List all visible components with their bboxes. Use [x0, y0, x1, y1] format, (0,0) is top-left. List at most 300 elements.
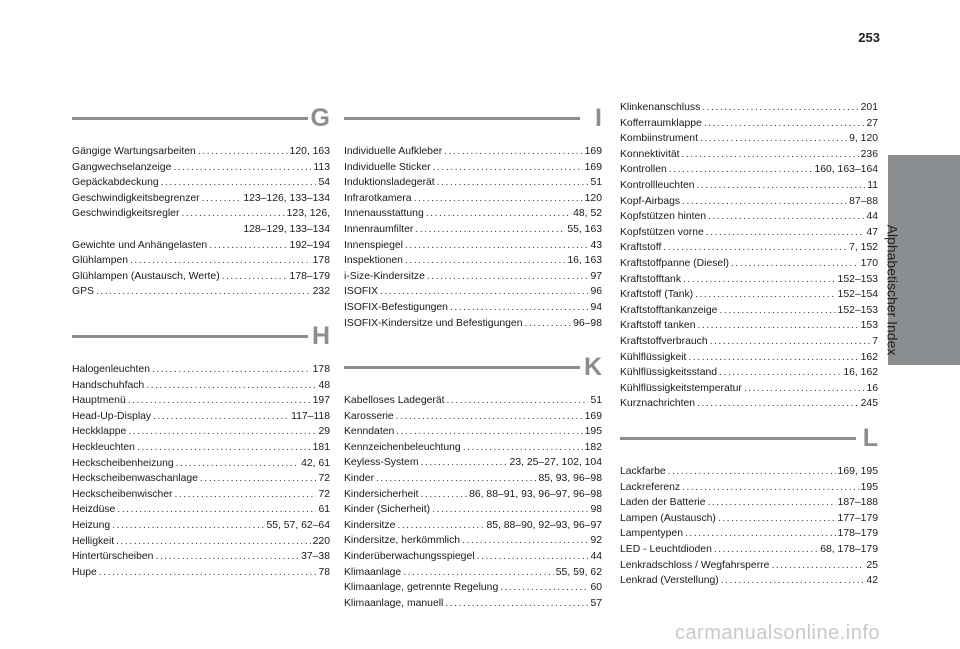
- leader-dots: [702, 100, 858, 116]
- leader-dots: [682, 480, 859, 496]
- section-letter: H: [311, 322, 330, 350]
- index-entry: [72, 549, 330, 565]
- leader-dots: [682, 147, 859, 163]
- entry-term: Laden der Batterie: [620, 497, 706, 509]
- entry-pages: 27: [866, 117, 878, 129]
- entry-term: Inspektionen: [344, 255, 403, 267]
- leader-dots: [663, 240, 847, 256]
- section-header: [72, 322, 330, 362]
- entry-term: Gängige Wartungsarbeiten: [72, 146, 196, 157]
- section-header: [620, 424, 878, 464]
- entry-pages: 178: [312, 364, 330, 375]
- index-entry: [620, 162, 878, 178]
- entry-term: Klimaanlage, getrennte Regelung: [344, 582, 499, 594]
- chapter-side-label: Alphabetischer Index: [884, 224, 901, 356]
- leader-dots: [685, 526, 836, 542]
- entry-pages: 23, 25–27, 102, 104: [509, 457, 602, 469]
- entry-pages: 177–179: [837, 512, 878, 524]
- entry-term: Infrarotkamera: [344, 192, 412, 204]
- leader-dots: [117, 502, 316, 518]
- entry-pages: 60: [590, 582, 602, 594]
- entry-pages: 51: [590, 177, 602, 189]
- index-entry: [344, 502, 602, 518]
- entry-pages: 123, 126,: [286, 208, 330, 220]
- entry-pages: 120, 163: [289, 146, 330, 157]
- index-entry: [72, 206, 330, 222]
- entry-term: Hintertürscheiben: [72, 551, 154, 563]
- entry-term: ISOFIX-Kindersitze und Befestigungen: [344, 317, 523, 329]
- index-section-i: [344, 104, 602, 331]
- leader-dots: [744, 381, 865, 397]
- entry-pages: 47: [866, 226, 878, 238]
- entry-term: Kenndaten: [344, 426, 395, 438]
- index-entry: [344, 565, 602, 581]
- section-rule: [72, 335, 308, 338]
- entry-term: Keyless-System: [344, 457, 419, 469]
- index-entry: [620, 365, 878, 381]
- entry-term: Kühlflüssigkeitsstand: [620, 367, 718, 379]
- entry-pages: 55, 163: [567, 223, 602, 235]
- index-entry: [344, 440, 602, 456]
- index-entry: [620, 350, 878, 366]
- entry-pages: 9, 120: [849, 133, 878, 145]
- entry-term: Konnektivität: [620, 148, 680, 160]
- leader-dots: [376, 471, 536, 487]
- entry-pages: 44: [866, 211, 878, 223]
- index-entry: [72, 471, 330, 487]
- leader-dots: [175, 487, 317, 503]
- index-entry: [620, 272, 878, 288]
- entry-pages: 181: [312, 441, 330, 453]
- entry-pages: 54: [318, 177, 330, 189]
- leader-dots: [173, 160, 311, 176]
- entry-pages: 195: [860, 481, 878, 493]
- section-header: [344, 104, 602, 144]
- index-entry: [620, 194, 878, 210]
- entry-term: Lenkrad (Verstellung): [620, 575, 719, 587]
- leader-dots: [731, 256, 859, 272]
- leader-dots: [222, 269, 288, 285]
- index-entry: [620, 495, 878, 511]
- leader-dots: [415, 222, 565, 238]
- entry-pages: 182: [584, 441, 602, 453]
- entry-term: Geschwindigkeitsbegrenzer: [72, 192, 200, 204]
- leader-dots: [700, 131, 847, 147]
- entry-term: Kraftstoff tanken: [620, 320, 696, 332]
- entry-pages: 97: [590, 270, 602, 282]
- entry-term: ISOFIX-Befestigungen: [344, 301, 448, 313]
- index-entry: [620, 558, 878, 574]
- entry-pages: 169: [584, 146, 602, 157]
- leader-dots: [718, 511, 836, 527]
- entry-pages: 123–126, 133–134: [243, 192, 330, 204]
- leader-dots: [405, 238, 589, 254]
- entry-pages: 187–188: [837, 497, 878, 509]
- leader-dots: [669, 162, 813, 178]
- leader-dots: [414, 191, 583, 207]
- entry-list: [72, 144, 330, 300]
- leader-dots: [682, 194, 847, 210]
- entry-pages: 85, 88–90, 92–93, 96–97: [486, 519, 602, 531]
- entry-term: Heckleuchten: [72, 441, 135, 453]
- entry-pages: 43: [590, 239, 602, 251]
- index-entry: [620, 381, 878, 397]
- leader-dots: [155, 549, 299, 565]
- entry-term: Kraftstofftank: [620, 273, 682, 285]
- entry-term: LED - Leuchtdioden: [620, 543, 712, 555]
- entry-term: Kennzeichenbeleuchtung: [344, 441, 461, 453]
- entry-list: [344, 393, 602, 611]
- entry-term: Klimaanlage: [344, 566, 402, 578]
- section-rule: [72, 117, 308, 120]
- entry-pages: 7: [872, 335, 878, 347]
- entry-term: Kontrollleuchten: [620, 179, 695, 191]
- index-entry: [620, 100, 878, 116]
- index-entry: [72, 409, 330, 425]
- leader-dots: [421, 487, 468, 503]
- entry-pages: 153: [860, 320, 878, 332]
- index-entry: [344, 549, 602, 565]
- index-entry: [344, 316, 602, 332]
- entry-term: Heizdüse: [72, 504, 116, 516]
- index-entry: [620, 131, 878, 147]
- section-letter: L: [862, 424, 878, 452]
- index-entry: [72, 160, 330, 176]
- entry-pages: 169: [584, 410, 602, 422]
- index-entry: [620, 318, 878, 334]
- entry-pages: 16, 163: [567, 255, 602, 267]
- entry-pages: 68, 178–179: [820, 543, 878, 555]
- index-entry: [344, 160, 602, 176]
- index-entry: [72, 502, 330, 518]
- leader-dots: [697, 318, 858, 334]
- index-entry: [620, 303, 878, 319]
- entry-term: Gepäckabdeckung: [72, 177, 159, 189]
- index-entry: [344, 144, 602, 160]
- entry-pages: 44: [590, 550, 602, 562]
- index-column-2: [344, 104, 602, 609]
- entry-pages: 57: [590, 597, 602, 609]
- index-entry: [344, 487, 602, 503]
- leader-dots: [500, 580, 588, 596]
- entry-term: Glühlampen: [72, 255, 129, 267]
- index-entry: [344, 284, 602, 300]
- page-number: 253: [858, 30, 880, 45]
- entry-pages: 86, 88–91, 93, 96–97, 96–98: [469, 488, 602, 500]
- leader-dots: [721, 573, 865, 589]
- leader-dots: [426, 206, 571, 222]
- leader-dots: [128, 393, 311, 409]
- leader-dots: [463, 440, 583, 456]
- footer-watermark: carmanualsonline.info: [674, 622, 880, 644]
- entry-pages: 85, 93, 96–98: [538, 472, 602, 484]
- entry-term: Individuelle Aufkleber: [344, 146, 443, 157]
- entry-pages-continued: 128–129, 133–134: [243, 223, 330, 235]
- entry-term: Heckscheibenwaschanlage: [72, 473, 198, 485]
- index-entry: [620, 116, 878, 132]
- index-entry: [620, 464, 878, 480]
- index-entry: [72, 456, 330, 472]
- index-entry: [344, 409, 602, 425]
- entry-pages: 42, 61: [301, 457, 330, 469]
- entry-pages: 178: [312, 255, 330, 267]
- leader-dots: [477, 549, 589, 565]
- leader-dots: [695, 287, 835, 303]
- index-entry: [344, 424, 602, 440]
- index-entry: [620, 542, 878, 558]
- entry-pages: 16, 162: [843, 367, 878, 379]
- leader-dots: [697, 396, 859, 412]
- index-entry: [620, 511, 878, 527]
- entry-term: Kühlflüssigkeitstemperatur: [620, 382, 742, 394]
- section-rule: [620, 437, 856, 440]
- entry-term: Geschwindigkeitsregler: [72, 208, 180, 220]
- entry-list: [620, 100, 878, 412]
- entry-pages: 61: [318, 504, 330, 516]
- index-entry: [72, 424, 330, 440]
- index-entry: [620, 573, 878, 589]
- index-entry: [620, 287, 878, 303]
- leader-dots: [710, 334, 871, 350]
- entry-term: Lackfarbe: [620, 466, 666, 477]
- entry-pages: 192–194: [289, 239, 330, 251]
- index-entry: [344, 471, 602, 487]
- entry-term: Gewichte und Anhängelasten: [72, 239, 208, 251]
- index-entry: [344, 191, 602, 207]
- entry-pages: 51: [590, 395, 602, 406]
- entry-term: Individuelle Sticker: [344, 161, 431, 173]
- entry-term: Kontrollen: [620, 164, 667, 176]
- section-letter: K: [583, 353, 602, 381]
- index-entry: [344, 253, 602, 269]
- index-entry: [344, 238, 602, 254]
- entry-pages: 98: [590, 504, 602, 516]
- entry-list: [620, 464, 878, 589]
- leader-dots: [146, 378, 316, 394]
- leader-dots: [433, 160, 583, 176]
- entry-pages: 162: [860, 351, 878, 363]
- entry-term: Kinderüberwachungsspiegel: [344, 550, 475, 562]
- entry-term: Kopf-Airbags: [620, 195, 681, 207]
- leader-dots: [202, 191, 242, 207]
- leader-dots: [112, 518, 264, 534]
- leader-dots: [437, 175, 589, 191]
- entry-pages: 72: [318, 473, 330, 485]
- index-entry: [72, 175, 330, 191]
- leader-dots: [444, 144, 582, 160]
- entry-pages: 96: [590, 286, 602, 298]
- leader-dots: [396, 424, 582, 440]
- index-entry: [72, 565, 330, 581]
- entry-pages: 197: [312, 395, 330, 407]
- entry-pages: 7, 152: [849, 242, 878, 254]
- entry-pages: 11: [867, 179, 878, 191]
- index-section-h: [72, 322, 330, 580]
- index-entry: [620, 240, 878, 256]
- entry-term: Kofferraumklappe: [620, 117, 702, 129]
- leader-dots: [714, 542, 818, 558]
- leader-dots: [447, 393, 589, 409]
- index-entry: [344, 175, 602, 191]
- entry-term: Innenspiegel: [344, 239, 403, 251]
- entry-pages: 245: [860, 398, 878, 410]
- entry-pages: 96–98: [573, 317, 602, 329]
- leader-dots: [128, 424, 316, 440]
- index-entry: [620, 396, 878, 412]
- entry-pages: 178–179: [289, 270, 330, 282]
- entry-term: GPS: [72, 286, 94, 298]
- entry-term: Kabelloses Ladegerät: [344, 395, 445, 406]
- entry-pages: 113: [313, 161, 330, 173]
- leader-dots: [200, 471, 317, 487]
- entry-term: Kühlflüssigkeit: [620, 351, 687, 363]
- index-entry: [344, 455, 602, 471]
- leader-dots: [704, 116, 865, 132]
- index-entry: [72, 253, 330, 269]
- leader-dots: [683, 272, 836, 288]
- section-letter: G: [310, 104, 330, 132]
- entry-term: Lampen (Austausch): [620, 512, 716, 524]
- index-entry: [72, 284, 330, 300]
- entry-term: Kindersicherheit: [344, 488, 419, 500]
- index-entry: [72, 518, 330, 534]
- entry-pages: 94: [590, 301, 602, 313]
- leader-dots: [719, 365, 841, 381]
- leader-dots: [396, 409, 583, 425]
- index-section-k-continued: [620, 100, 878, 412]
- entry-pages: 152–153: [837, 273, 878, 285]
- entry-term: Gangwechselanzeige: [72, 161, 172, 173]
- index-entry: [344, 596, 602, 612]
- index-section-k: [344, 353, 602, 611]
- entry-pages: 42: [866, 575, 878, 587]
- index-entry: [344, 300, 602, 316]
- entry-term: Kraftstofftankanzeige: [620, 304, 718, 316]
- entry-term: Heizung: [72, 519, 111, 531]
- index-entry: [344, 580, 602, 596]
- leader-dots: [450, 300, 588, 316]
- entry-pages: 169: [584, 161, 602, 173]
- leader-dots: [697, 178, 866, 194]
- entry-pages: 48: [318, 379, 330, 391]
- index-entry: [72, 534, 330, 550]
- index-entry: [344, 393, 602, 409]
- entry-term: Kinder: [344, 472, 375, 484]
- leader-dots: [708, 495, 836, 511]
- index-entry: [344, 222, 602, 238]
- index-entry: [620, 178, 878, 194]
- leader-dots: [421, 455, 508, 471]
- entry-pages: 72: [318, 488, 330, 500]
- entry-pages: 120: [584, 192, 602, 204]
- entry-term: Heckklappe: [72, 426, 127, 438]
- entry-pages: 29: [318, 426, 330, 438]
- entry-pages: 16: [866, 382, 878, 394]
- leader-dots: [668, 464, 836, 480]
- entry-term: Innenausstattung: [344, 208, 424, 220]
- index-entry: [620, 334, 878, 350]
- leader-dots: [719, 303, 835, 319]
- entry-term: Karosserie: [344, 410, 394, 422]
- entry-term: ISOFIX: [344, 286, 379, 298]
- entry-term: Glühlampen (Austausch, Werte): [72, 270, 220, 282]
- entry-term: Head-Up-Display: [72, 410, 152, 422]
- index-entry: [72, 238, 330, 254]
- entry-pages: 220: [312, 535, 330, 547]
- entry-term: Kombiinstrument: [620, 133, 698, 145]
- leader-dots: [161, 175, 317, 191]
- index-section-l: [620, 424, 878, 589]
- section-letter: I: [595, 104, 602, 132]
- entry-term: Kraftstoff (Tank): [620, 289, 694, 301]
- index-entry: [344, 518, 602, 534]
- entry-pages: 55, 57, 62–64: [266, 519, 330, 531]
- index-entry: [620, 526, 878, 542]
- entry-term: Lampentypen: [620, 528, 683, 540]
- entry-pages: 236: [860, 148, 878, 160]
- entry-term: Klimaanlage, manuell: [344, 597, 444, 609]
- index-entry: [72, 362, 330, 378]
- entry-list: [344, 144, 602, 331]
- index-entry: [72, 393, 330, 409]
- section-rule: [344, 366, 580, 369]
- entry-term: Heckscheibenwischer: [72, 488, 173, 500]
- section-header: [344, 353, 602, 393]
- index-entry: [344, 269, 602, 285]
- leader-dots: [96, 284, 311, 300]
- entry-pages: 92: [590, 535, 602, 547]
- index-column-3: [620, 100, 878, 587]
- entry-term: Innenraumfilter: [344, 223, 414, 235]
- leader-dots: [524, 316, 571, 332]
- index-entry: [72, 487, 330, 503]
- index-entry: [72, 144, 330, 160]
- entry-pages: 178–179: [837, 528, 878, 540]
- entry-term: Lenkradschloss / Wegfahrsperre: [620, 559, 770, 571]
- leader-dots: [706, 225, 865, 241]
- entry-pages: 169, 195: [837, 466, 878, 477]
- leader-dots: [176, 456, 299, 472]
- leader-dots: [137, 440, 311, 456]
- index-entry: [620, 147, 878, 163]
- index-entry: [620, 209, 878, 225]
- entry-term: Helligkeit: [72, 535, 115, 547]
- entry-pages: 195: [584, 426, 602, 438]
- index-section-g: [72, 104, 330, 300]
- entry-pages: 78: [318, 566, 330, 578]
- leader-dots: [380, 284, 588, 300]
- index-entry: [72, 378, 330, 394]
- leader-dots: [462, 533, 588, 549]
- entry-term: i-Size-Kindersitze: [344, 270, 425, 282]
- entry-term: Handschuhfach: [72, 379, 145, 391]
- entry-term: Kindersitze, herkömmlich: [344, 535, 461, 547]
- leader-dots: [771, 558, 864, 574]
- entry-pages: 117–118: [291, 410, 330, 422]
- index-entry: [620, 256, 878, 272]
- entry-pages: 201: [860, 102, 878, 113]
- entry-list: [72, 362, 330, 580]
- entry-term: Heckscheibenheizung: [72, 457, 174, 469]
- leader-dots: [116, 534, 311, 550]
- leader-dots: [152, 362, 311, 378]
- section-header: [72, 104, 330, 144]
- entry-pages: 55, 59, 62: [555, 566, 602, 578]
- leader-dots: [181, 206, 284, 222]
- index-entry: [72, 440, 330, 456]
- entry-term: Kraftstoff: [620, 242, 662, 254]
- entry-pages: 160, 163–164: [814, 164, 878, 176]
